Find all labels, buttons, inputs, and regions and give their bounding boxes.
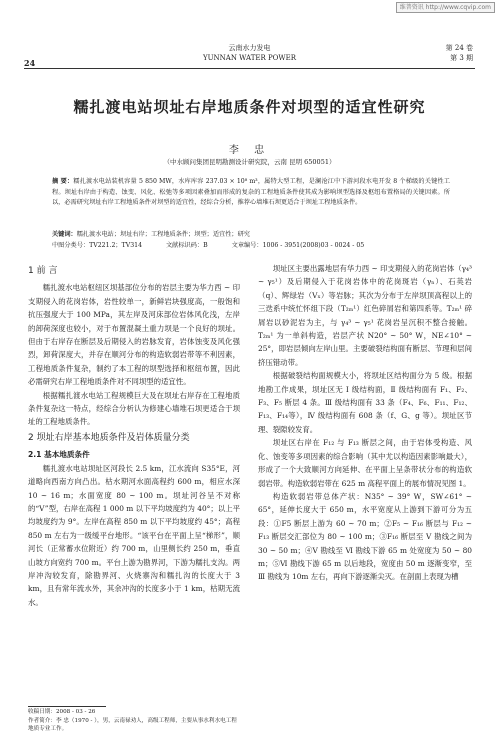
footnote-rule [28,706,106,707]
section-2-1-heading: 2.1 基本地质条件 [28,450,90,460]
footnote [28,708,240,734]
abstract [52,177,450,209]
journal-name-en: YUNNAN WATER POWER [203,54,296,62]
keywords [52,230,450,241]
left-column [28,262,240,609]
section-2-1-paragraph-1: 糯扎渡水电站坝址区河段长 2.5 km，江水流向 S35°E，河道略向西南方向凸出。枯水期河水面高程约 600 m，相应水深 10 ~ 16 m；水面宽度 80 ~ 100 m。坝址河谷呈不对称的“V”型，右岸在高程 1 000 m 以下平均坡度约为 40°；以上平均坡度约为 9°。左岸在高程 850 m 以下平均坡度约 45°；高程 850 m 左右为一级缓平台地形。“该平台在平面上呈“梯形”，顺河长（正常蓄水位附近）约 700 m，山里侧长约 250 m，垂直山坡方向宽约 700 m。平台上游为勘界河，下游为糯扎支沟。两岸冲沟较发育，除勘界河、火烧寨沟和糯扎沟的长度大于 3 km，且有常年流水外，其余冲沟的长度多小于 1 km，枯期无流水。 [28,463,240,607]
classification-line [52,241,450,252]
received-date: 收稿日期：2008 - 03 - 26 [28,709,96,715]
right-column [258,262,472,584]
journal-header [0,43,499,63]
abstract-text: 糯扎渡水电站装机容量 5 850 MW，水库库容 237.03 × 10⁸ m³，属特大型工程，是澜沧江中下游河段水电开发 8 个梯级的关键性工程。坝址右岸由于构造、蚀变、风化、松弛等多项因素叠加而形成的复杂的工程地质条件使其成为影响坝型选择及枢纽布置格局的关键因素。所以，必需研究坝址右岸工程地质条件对坝型的适宜性，经综合分析，推荐心墙堆石坝更适合于坝址工程地质条件。 [52,178,450,206]
right-paragraph-2: 根据破裂结构面规模大小，将坝址区结构面分为 5 级。根据地勘工作成果，坝址区无 Ⅰ 级结构面，Ⅱ 级结构面有 F₁、F₂、F₃、F₅ 断层 4 条。Ⅲ 级结构面有 33 条（F₄、F₆、F₁₁、F₁₂、F₁₃、F₁₄等），Ⅳ 级结构面有 608 条（f、G、g 等）。坝址区节理、裂隙较发育。 [258,371,472,434]
right-paragraph-1: 坝址区主要出露地层有华力西 ~ 印支期侵入的花岗岩体（γ₄³ ~ γ₅¹）及后期侵入于花岗岩体中的花岗斑岩（γₙ）、石英岩（q）、辉绿岩（Vₓ）等岩脉；其次为分布于左岸坝顶高程以上的三迭系中统忙怀组下段（T₂ₘ¹）红色碎屑岩和第四系等。T₂ₘ¹ 碎屑岩以砂泥岩为主，与 γ₄³ ~ γ₅¹ 花岗岩呈沉积不整合接触。T₂ₘ¹ 为一单斜构造，岩层产状 N20° ~ 50° W，NE∠10° ~ 25°，即岩层倾向左岸山里。主要破裂结构面有断层、节理和层间挤压错动带。 [258,264,472,367]
section-1-heading: 1 前 言 [28,266,58,276]
author-bio: 作者简介：李 忠（1970 - ），男，云南禄劝人，高级工程师，主要从事水利水电工程地质专业工作。 [28,717,237,732]
author-name: 李 忠 [228,145,271,156]
clc-number: 中图分类号：TV221.2；TV314 [52,242,143,249]
article-number: 文章编号：1006 - 3951(2008)03 - 0024 - 05 [231,242,365,249]
section-2-heading: 2 坝址右岸基本地质条件及岩体质量分类 [28,432,190,443]
paper-title: 糯扎渡电站坝址右岸地质条件对坝型的适宜性研究 [73,98,426,116]
page-number: 24 [24,58,36,68]
right-paragraph-4: 构造软弱岩带总体产状：N35° ~ 39° W，SW∠61° ~ 65°，延伸长度大于 650 m，水平宽度从上游到下游可分为五段：①F5 断层上游为 60 ~ 70 m；②F₅ ~ F₁₆ 断层与 F₁₂ ~ F₁₃ 断层交汇部位为 80 ~ 100 m；③F₁₆ 断层至 Ⅴ 勘线之间为 30 ~ 50 m；④Ⅴ 勘线至 Ⅵ 勘线下游 65 m 处宽度为 50 ~ 80 m；⑤Ⅵ 勘线下游 65 m 以后地段，宽度由 50 m 逐渐变窄，至 Ⅲ 勘线为 10m 左右，再向下游逐渐尖灭。在剖面上表现为槽 [258,491,472,582]
document-code: 文献标识码：B [166,242,208,249]
volume: 第 24 卷 [445,44,473,52]
keywords-label: 关键词： [52,231,77,238]
issue: 第 3 期 [450,54,473,62]
abstract-label: 摘 要： [52,178,74,185]
affiliation: （中水顾问集团昆明勘测设计研究院，云南 昆明 650051） [163,158,336,166]
volume-issue [446,43,473,63]
journal-name-cn: 云南水力发电 [228,44,271,52]
watermark-badge: 维普资讯 http://www.cqvip.com [396,2,495,13]
header-rule [24,68,475,69]
section-1-paragraph-1: 糯扎渡水电站枢纽区坝基部位分布的岩层主要为华力西 ~ 印支期侵入的花岗岩体，岩性较单一，新鲜岩块强度高，一般饱和抗压强度大于 100 MPa，其左岸及河床部位岩体风化浅，左岸的卸荷深度也较小，对于布置混凝土重力坝是一个良好的坝址。但由于右岸存在断层及后期侵入的岩脉发育，岩体蚀变及风化强烈，卸荷深度大，并存在顺河分布的构造软弱岩带等不利因素，工程地质条件复杂，制约了本工程的坝型选择和枢纽布置，因此必需研究右岸工程地质条件对不同坝型的适宜性。 [28,283,240,387]
right-paragraph-3: 坝址区右岸在 F₁₂ 与 F₁₃ 断层之间，由于岩体受构造、风化、蚀变等多项因素的综合影响（其中尤以构造因素影响最大），形成了一个大致顺河方向延伸、在平面上呈条带状分布的构造软弱岩带。构造软弱岩带在 625 m 高程平面上的展布情况见图 1。 [258,438,472,488]
section-1-paragraph-2: 根据糯扎渡水电站工程规模巨大及在坝址右岸存在工程地质条件复杂这一特点，经综合分析认为修建心墙堆石坝更适合于坝址的工程地质条件。 [28,390,240,427]
keywords-text: 糯扎渡水电站；坝址右岸；工程地质条件；坝型；适宜性；研究 [76,231,250,238]
